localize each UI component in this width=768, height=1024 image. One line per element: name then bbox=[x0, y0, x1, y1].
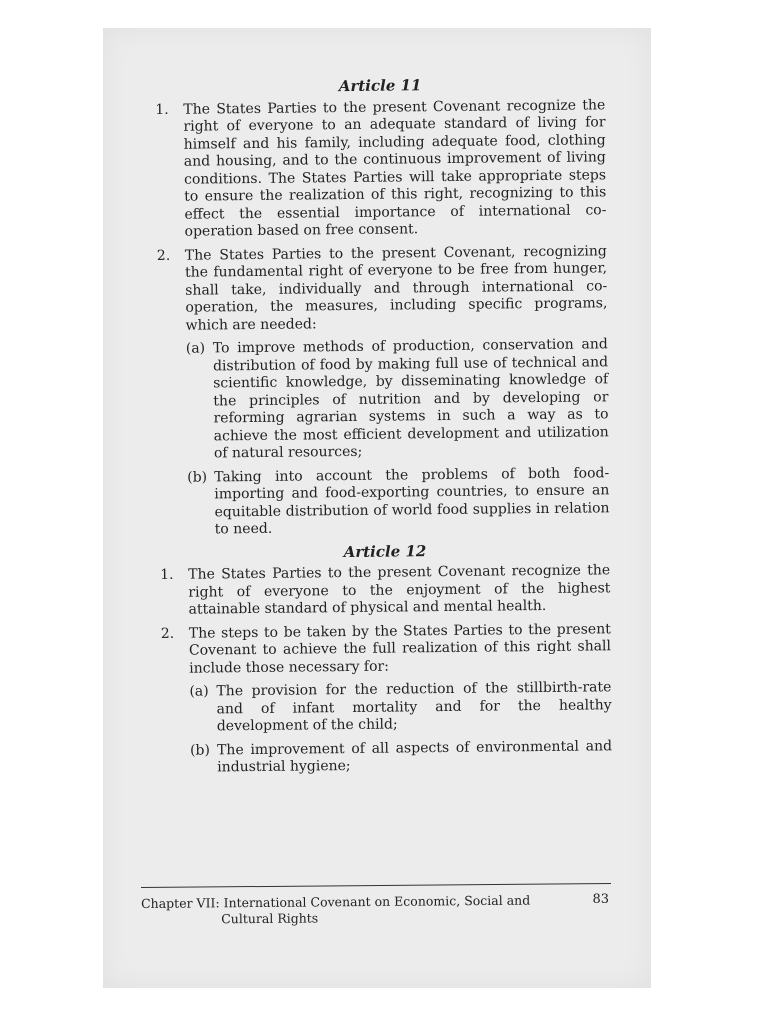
article-11-item-a bbox=[186, 336, 609, 463]
item-text: The improvement of all aspects of environmental and industrial hygiene; bbox=[216, 737, 613, 776]
item-letter: (a) bbox=[185, 340, 206, 357]
article-12-item-a bbox=[189, 679, 612, 736]
page-number: 83 bbox=[592, 892, 609, 907]
paragraph-text: The States Parties to the present Covenant, recognizing the fundamental right of everyone to be free from hunger, shall take, individually and through international co-operation, the measures, including specific programs, which are needed: bbox=[184, 242, 608, 334]
item-letter: (b) bbox=[189, 741, 211, 759]
paragraph-number: 1. bbox=[160, 566, 174, 583]
item-letter: (b) bbox=[187, 468, 208, 486]
article-11-paragraph-2 bbox=[157, 243, 608, 335]
item-text: Taking into account the problems of both food-importing and food-exporting countries, to ensure an equitable distribution of world food supplies in relation to need. bbox=[214, 464, 610, 538]
article-11-paragraph-1 bbox=[155, 97, 606, 242]
running-footer bbox=[141, 892, 611, 928]
paragraph-number: 2. bbox=[160, 625, 175, 642]
footer-chapter-line-1: Chapter VII: International Covenant on Economic, Social and bbox=[141, 892, 531, 911]
paragraph-number: 1. bbox=[155, 101, 169, 118]
footer-rule bbox=[141, 883, 611, 888]
paragraph-text: The States Parties to the present Covenant recognize the right of everyone to an adequate standard of living for himself and his family, including adequate food, clothing and housing, and to the continuous improvement of living conditions. The States Parties will take appropriate steps to ensure the realization of this right, recognizing to this effect the essential importance of international co-operation based on free consent. bbox=[183, 96, 607, 240]
article-12-item-b bbox=[190, 738, 612, 777]
item-letter: (a) bbox=[189, 683, 209, 700]
page-body bbox=[155, 73, 612, 783]
article-12-paragraph-2 bbox=[161, 621, 612, 678]
paragraph-text: The steps to be taken by the States Parties to the present Covenant to achieve the full realization of this right shall include those necessary for: bbox=[188, 620, 612, 677]
footer-chapter-line-2: Cultural Rights bbox=[221, 910, 319, 927]
paragraph-number: 2. bbox=[156, 247, 171, 264]
item-text: To improve methods of production, conservation and distribution of food by making full use of technical and scientific knowledge, by disseminating knowledge of the principles of nutrition and by developing or reforming agrarian systems in such a way as to achieve the most efficient development and utilization of natural resources; bbox=[212, 336, 609, 462]
book-page bbox=[103, 28, 651, 988]
article-11-item-b bbox=[187, 465, 610, 539]
article-11-heading: Article 11 bbox=[338, 76, 422, 96]
item-text: The provision for the reduction of the stillbirth-rate and of infant mortality and for the healthy development of the child; bbox=[216, 679, 612, 735]
article-12-paragraph-1 bbox=[160, 562, 611, 619]
article-12-heading: Article 12 bbox=[343, 541, 427, 561]
paragraph-text: The States Parties to the present Covenant recognize the right of everyone to the enjoyment of the highest attainable standard of physical and mental health. bbox=[188, 562, 611, 618]
